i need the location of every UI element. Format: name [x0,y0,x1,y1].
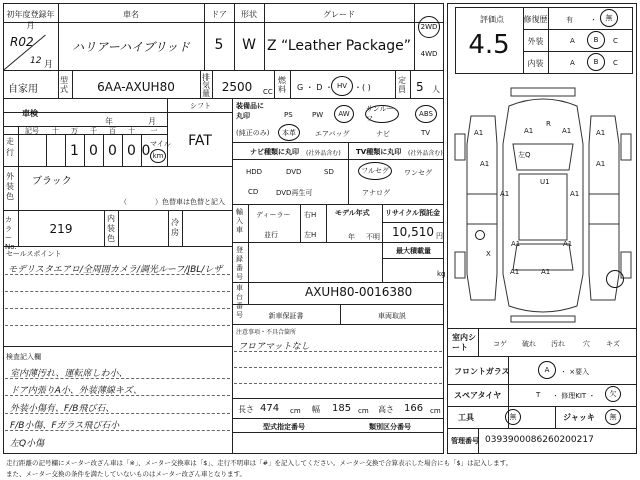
equipment-sunroof-circle: サンルーフ [365,105,399,123]
tools-label: 工具 [458,413,474,422]
equipment-pw: PW [312,111,324,119]
navi-hdd: HDD [246,168,263,176]
mileage-digit: 0 [127,143,136,159]
height-unit: cm [430,407,441,415]
mileage-header-1k: 千 [90,127,97,135]
exterior-grade-b-circle: B [587,31,605,49]
exterior-grade-c: C [613,37,618,45]
management-number-label: 管理番号 [451,437,479,445]
front-glass-label: フロントガラス [454,367,510,376]
car-name-label: 車名 [123,10,139,19]
max-load-label: 最大積載量 [396,247,431,255]
exterior-color-value: ブラック [32,176,72,187]
model-year-label: モデル年式 [335,209,370,217]
damage-mark: A1 [596,160,606,168]
spare-tire-none-circle: 欠 [605,386,621,402]
damage-mark: A1 [562,127,572,135]
category-number-label: 類別区分番号 [369,423,411,431]
cooling-label: 冷房 [171,218,179,237]
inspection-note-line: F/B小傷、Fガラス飛び石小 [10,421,120,431]
diagram-circle-mark [475,230,485,240]
shift-value: FAT [188,133,212,149]
capacity-unit: 人 [432,85,440,94]
equipment-subtitle: (純正のみ) [236,129,270,137]
damage-mark: X [486,250,491,258]
import-left-hand: 左H [304,231,317,239]
recycle-deposit-value: 10,510 [392,225,434,239]
length-label: 長さ [238,405,254,414]
seat-scratch: キズ [606,340,620,348]
equipment-abs-circle: ABS [415,105,437,123]
import-parallel: 並行 [264,231,278,239]
damage-mark: A1 [570,190,580,198]
interior-seat-label: 室内シート [452,333,476,352]
inspection-year-label: 年 [105,117,113,126]
grade-value: Z “Leather Package” [266,38,412,54]
mileage-digit: 1 [70,143,79,159]
seat-tear: 破れ [522,340,536,348]
equipment-title: 装備品に丸印 [236,102,264,120]
vehicle-manual: 車両取説 [378,312,406,320]
registration-number-label: 登録番号 [236,246,243,281]
interior-grade-label: 内装 [527,59,544,68]
equipment-leather-circle: 本革 [278,124,300,141]
tv-analog: アナログ [362,189,390,197]
registration-month: 12 [30,56,42,66]
caution-value: フロアマットなし [238,342,310,352]
score-label: 評価点 [480,15,504,24]
car-name-value: ハリアーハイブリッド [72,40,190,54]
type-designation-label: 型式指定番号 [263,423,305,431]
navi-type-title: ナビ種類に丸印 [250,148,299,156]
damage-mark: A1 [541,268,551,276]
equipment-aw-circle: AW [334,105,354,123]
inspection-note-line: 左Q小傷 [10,439,45,449]
front-glass-a-circle: A [538,361,556,379]
footer-note-line-1: 走行距離の記号欄にメーター改ざん車は「※」、メーター交換車は「$」、走行不明車は「#」を記入してください。メーター交換で合算表示した場合にも「$」は記入します。 [6,459,513,467]
exterior-grade-a: A [570,37,575,45]
seat-dirt: 汚れ [551,340,565,348]
inspection-label: 車検 [22,109,38,118]
damage-mark: A1 [511,240,521,248]
damage-mark: A1 [524,127,534,135]
color-number-value: 219 [49,222,73,236]
model-year-unknown: 不明 [366,233,380,241]
usage-value: 自家用 [8,84,38,95]
score-value: 4.5 [468,30,510,60]
displacement-label: 排気量 [202,73,210,98]
spare-tire-t: T [536,391,541,399]
tv-fullseg-circle: フルセグ [358,162,392,180]
capacity-label: 定員 [398,76,406,94]
fuel-other: ・( ) [354,83,371,92]
mileage-header-sign: 記号 [25,127,39,135]
damage-mark: A1 [596,129,606,137]
navi-dvd-playback: DVD再生可 [276,189,313,197]
door-value: 5 [214,37,224,53]
color-change-note: （ ）色替車は色替と記入 [120,198,225,206]
shape-value: W [242,37,256,53]
navi-type-subtitle: (社外品含む) [306,150,341,157]
damage-mark: U1 [540,178,550,186]
repair-none-circle: 無 [600,9,618,27]
equipment-airbag: エアバッグ [315,130,350,138]
import-car-label: 輸入車 [236,208,243,234]
mileage-digit: 0 [89,143,98,159]
jack-none-circle: 無 [605,409,621,425]
inspection-note-line: ドア内張りA小、外装薄線キズ、 [10,386,142,396]
repair-history-label: 修復歴 [523,15,548,24]
frame-number-label: 車台番号 [236,284,243,319]
displacement-unit: CC [263,88,273,96]
spare-tire-kit: ・ 修理KIT ・ [552,392,596,400]
drive-2wd-circle: 2WD [418,16,440,38]
fuel-hv-circle: HV [331,76,353,96]
mileage-header-100k: 十 [52,127,59,135]
damage-mark: A1 [480,160,490,168]
interior-grade-b-circle: B [587,53,605,71]
mileage-header-10k: 万 [71,127,78,135]
damage-mark: A1 [500,190,510,198]
inspection-note-line: 外装小傷有、F/B飛び石、 [10,404,115,414]
mileage-digit: 0 [141,143,151,159]
mileage-header-100: 百 [109,127,116,135]
inspection-month-label: 月 [148,117,156,126]
tv-oneseg: ワンセグ [404,169,432,177]
front-glass-rest: ・ ×要入 [560,368,590,376]
mileage-label: 走行 [6,137,14,157]
model-value: 6AA-AXUH80 [97,80,175,94]
fuel-options: G ・ D ・ [297,83,333,92]
import-dealer: ディーラー [256,211,291,219]
registration-month-unit: 月 [44,60,54,70]
navi-dvd: DVD [286,168,302,176]
capacity-value: 5 [416,80,424,94]
damage-mark: A1 [510,268,520,276]
tools-none-circle: 無 [505,409,521,425]
navi-sd: SD [324,168,334,176]
exterior-color-label: 外装色 [6,172,14,201]
height-value: 166 [404,403,424,414]
caution-label: 注意事項・不具合箇所 [236,329,297,336]
mileage-header-10: 十 [128,127,135,135]
equipment-tv: TV [421,129,431,137]
fuel-label: 燃料 [278,76,286,94]
navi-cd: CD [248,188,259,196]
interior-grade-a: A [570,59,575,67]
km-unit-circle: km [150,149,166,163]
grade-label: グレード [323,10,355,19]
inspection-note-line: 室内薄汚れ、運転席しわ小、 [10,369,128,379]
recycle-deposit-label: リサイクル預託金 [385,209,441,217]
sales-point-value: モデリスタエアロ/全周囲カメラ/調光ルーフ/JBL/レザ [8,265,223,275]
tv-type-subtitle: (社外品含む) [408,150,443,157]
sales-point-label: セールスポイント [6,250,62,258]
car-condition-diagram [449,84,637,324]
spare-tire-label: スペアタイヤ [454,391,502,400]
registration-year-label: 初年度登録年月 [6,10,55,30]
shape-label: 形状 [241,10,257,19]
damage-mark: A1 [474,129,484,137]
width-label: 幅 [312,405,320,414]
model-year-unit: 年 [348,233,355,241]
width-unit: cm [358,407,369,415]
interior-grade-c: C [613,59,618,67]
model-label: 型式 [60,76,68,94]
frame-number-value: AXUH80-0016380 [305,285,413,299]
mileage-digit: 0 [108,143,117,159]
length-unit: cm [290,407,301,415]
footer-note-line-2: また、メーター交換の条件を満たしていないものはメーター改ざん車となります。 [6,470,246,478]
seat-burn: コゲ [493,340,507,348]
width-value: 185 [332,403,352,414]
exterior-grade-label: 外装 [527,37,544,46]
registration-era: R02 [10,35,34,49]
color-number-label: カラーNo. [5,216,17,251]
drive-4wd-label: 4WD [420,50,438,58]
length-value: 474 [260,403,280,414]
seat-hole: 穴 [583,340,590,348]
shift-label: シフト [190,102,211,110]
recycle-deposit-unit: 円 [436,232,443,240]
interior-color-label: 内装色 [107,214,115,243]
import-right-hand: 右H [304,211,317,219]
equipment-navi: ナビ [376,130,390,138]
repair-yes: 有 [566,16,573,24]
damage-mark: A1 [563,240,573,248]
displacement-value: 2500 [221,80,253,94]
jack-label: ジャッキ [563,413,595,422]
door-label: ドア [211,10,227,19]
damage-mark: R [546,120,551,128]
inspection-notes-label: 検査記入欄 [6,353,41,361]
damage-note: 左Q [518,151,531,159]
equipment-ps: PS [284,111,293,119]
max-load-unit: kg [437,270,446,278]
new-car-warranty: 新車保証書 [268,312,304,320]
height-label: 高さ [378,405,394,414]
management-number-value: 0393900086260200217 [485,435,594,445]
diagram-circle-mark [606,270,624,288]
tv-type-title: TV種類に丸印 [356,148,402,156]
repair-separator: ・ [590,16,597,24]
mile-unit: マイル [150,140,171,148]
mileage-header-1: 一 [150,127,158,135]
